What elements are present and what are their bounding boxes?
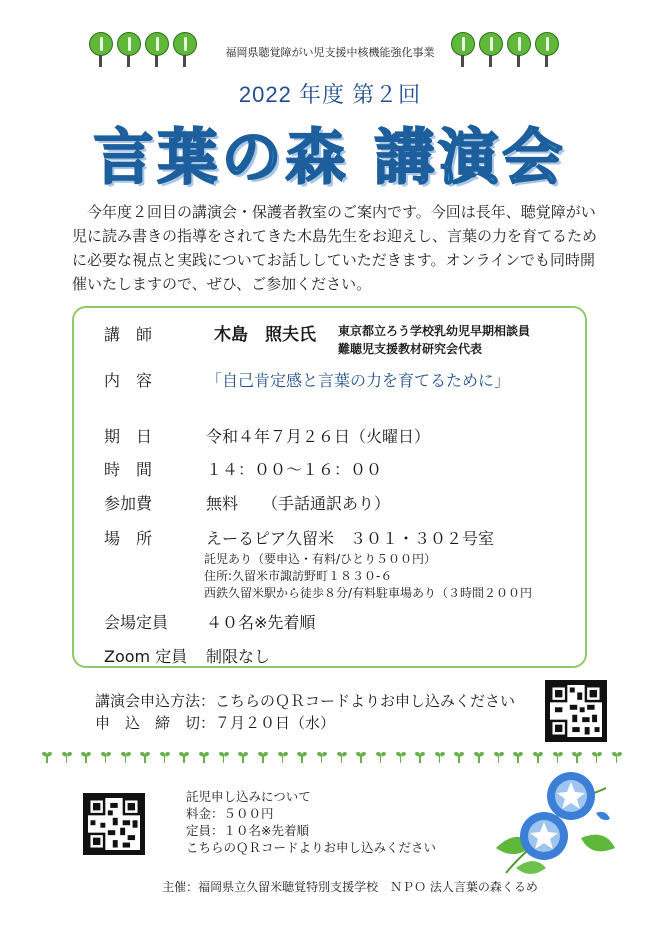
- sprout-icon: [238, 752, 248, 764]
- intro-line: 児に読み書きの指導をされてきた木島先生をお迎えし、言葉の力を育てるため: [72, 227, 598, 245]
- capacity-value: ４０名※先着順: [206, 613, 316, 632]
- tree-row-left: [88, 30, 198, 70]
- intro-line: 今年度２回目の講演会・保護者教室のご案内です。今回は長年、聴覚障がい: [87, 203, 596, 221]
- tree-icon: [478, 30, 504, 68]
- sprout-icon: [592, 752, 602, 764]
- date-row: [104, 424, 430, 447]
- sprout-icon: [62, 752, 72, 764]
- date-value: 令和４年７月２６日（火曜日）: [206, 427, 431, 446]
- place-label: 場 所: [104, 529, 153, 548]
- intro-line: に必要な視点と実践についてお話ししていただきます。オンラインでも同時開: [72, 251, 596, 269]
- sprout-icon: [435, 752, 445, 764]
- time-value: １４：００～１６：００: [206, 460, 383, 479]
- tree-icon: [534, 30, 560, 68]
- zoom-value: 制限なし: [206, 647, 271, 666]
- sprout-divider: [42, 752, 622, 766]
- fee-label: 参加費: [104, 494, 153, 513]
- capacity-label: 会場定員: [104, 613, 169, 632]
- zoom-label: Zoom 定員: [104, 647, 188, 666]
- sprout-icon: [494, 752, 504, 764]
- date-label: 期 日: [104, 427, 153, 446]
- event-details-box: [72, 306, 587, 668]
- sprout-icon: [396, 752, 406, 764]
- tree-icon: [116, 30, 142, 68]
- sprout-icon: [160, 752, 170, 764]
- lecture-topic: 「自己肯定感と言葉の力を育てるために」: [206, 371, 511, 390]
- lecturer-label: 講 師: [104, 325, 153, 344]
- intro-paragraph: [72, 200, 612, 296]
- morning-glory-illustration: [486, 768, 626, 878]
- lecture-application-qr-code[interactable]: [545, 680, 607, 742]
- place-value: えーるピア久留米 ３０１・３０２号室: [206, 529, 495, 548]
- time-row: [104, 457, 382, 480]
- childcare-info: [186, 788, 436, 856]
- sprout-icon: [474, 752, 484, 764]
- childcare-capacity: 定員：１０名※先着順: [186, 823, 309, 838]
- page-title: 言葉の森 講演会: [93, 123, 567, 193]
- qr-code-pattern: [550, 685, 602, 737]
- sprout-icon: [356, 752, 366, 764]
- sprout-icon: [140, 752, 150, 764]
- zoom-row: [104, 644, 270, 667]
- qr-code-pattern: [88, 798, 140, 850]
- childcare-application-qr-code[interactable]: [83, 793, 145, 855]
- application-method: 講演会申込方法：こちらのＱＲコードよりお申し込みください: [95, 692, 516, 710]
- sprout-icon: [258, 752, 268, 764]
- sprout-icon: [376, 752, 386, 764]
- capacity-row: [104, 610, 315, 633]
- sprout-icon: [415, 752, 425, 764]
- sprout-icon: [337, 752, 347, 764]
- sprout-icon: [553, 752, 563, 764]
- sprout-icon: [454, 752, 464, 764]
- tree-icon: [88, 30, 114, 68]
- sprout-icon: [81, 752, 91, 764]
- sprout-icon: [219, 752, 229, 764]
- time-label: 時 間: [104, 460, 153, 479]
- sponsor-line: 主催：福岡県立久留米聴覚特別支援学校 ＮＰＯ 法人言葉の森くるめ: [162, 880, 538, 894]
- application-deadline: 申 込 締 切：７月２０日（水）: [95, 714, 336, 732]
- place-row: [104, 526, 494, 549]
- sprout-icon: [101, 752, 111, 764]
- childcare-fee: 料金：５００円: [186, 806, 274, 821]
- lecturer-affiliation: 東京都立ろう学校乳幼児早期相談員: [338, 324, 531, 338]
- sprout-icon: [179, 752, 189, 764]
- childcare-heading: 託児申し込みについて: [186, 789, 311, 804]
- year-session-line: 2022 年度 第２回: [238, 82, 422, 107]
- tree-row-right: [450, 30, 560, 70]
- intro-line: 催いたしますので、ぜひ、ご参加ください。: [72, 275, 372, 293]
- tree-icon: [506, 30, 532, 68]
- place-access: 西鉄久留米駅から徒歩８分/有料駐車場あり（３時間２００円: [204, 586, 533, 600]
- sprout-icon: [533, 752, 543, 764]
- tree-icon: [450, 30, 476, 68]
- lecturer-row: [104, 320, 316, 345]
- place-note: 託児あり（要申込・有料/ひとり５００円）: [204, 552, 437, 566]
- sprout-icon: [121, 752, 131, 764]
- sprout-icon: [278, 752, 288, 764]
- sprout-icon: [317, 752, 327, 764]
- sprout-icon: [513, 752, 523, 764]
- childcare-apply: こちらのＱＲコードよりお申し込みください: [186, 840, 437, 855]
- lecturer-affiliation: 難聴児支援教材研究会代表: [338, 342, 483, 356]
- lecturer-name: 木島 照夫氏: [214, 325, 316, 345]
- content-row: [104, 368, 510, 391]
- fee-value: 無料 （手話通訳あり）: [206, 494, 391, 513]
- place-address: 住所:久留米市諏訪野町１８３０-６: [204, 569, 393, 583]
- sprout-icon: [199, 752, 209, 764]
- tree-icon: [144, 30, 170, 68]
- sprout-icon: [297, 752, 307, 764]
- organizer-project-line: 福岡県聴覚障がい児支援中核機能強化事業: [225, 46, 435, 59]
- sprout-icon: [42, 752, 52, 764]
- content-label: 内 容: [104, 371, 153, 390]
- sprout-icon: [572, 752, 582, 764]
- fee-row: [104, 491, 390, 514]
- sprout-icon: [612, 752, 622, 764]
- tree-icon: [172, 30, 198, 68]
